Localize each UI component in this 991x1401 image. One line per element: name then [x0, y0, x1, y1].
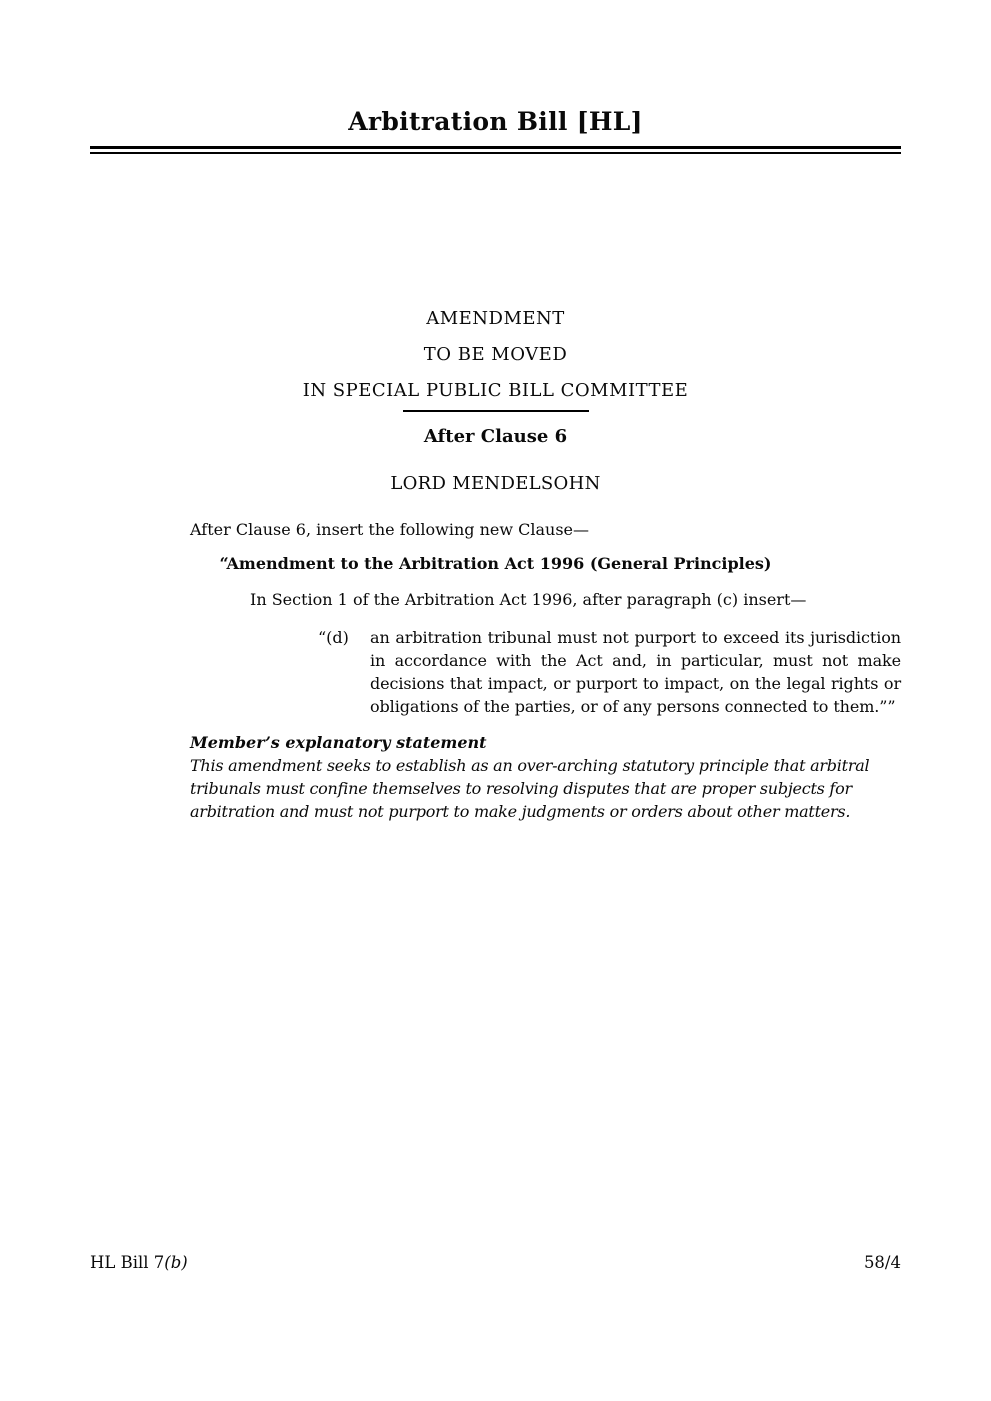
section-separator-rule [403, 410, 589, 412]
footer-bill-number-text: HL Bill 7 [90, 1253, 165, 1272]
heading-to-be-moved: TO BE MOVED [423, 343, 568, 365]
footer-bill-number-suffix: (b) [164, 1253, 188, 1272]
explanatory-statement-text: This amendment seeks to establish as an over-arching statutory principle that arbitral tribunals must confine themselves to resolving disputes that are proper subjects for arbitration and must not purport to make judgments or orders about other matters. [190, 755, 870, 821]
paragraph-d-text: an arbitration tribunal must not purport to exceed its jurisdiction in accordance with the Act and, in particular, must not make decisions that impact, or purport to impact, on the legal rights or obligations of the parties, or of any persons connected to them.”” [370, 627, 901, 716]
title-double-rule [90, 146, 901, 154]
footer-bill-number [90, 1252, 188, 1273]
page-content [90, 0, 901, 823]
explanatory-statement-heading: Member’s explanatory statement [190, 732, 487, 752]
amendment-mover-name: LORD MENDELSOHN [390, 472, 601, 494]
amendment-heading-block [90, 308, 901, 401]
new-clause-title: “Amendment to the Arbitration Act 1996 (General Principles) [219, 553, 772, 573]
amendment-lead-in: In Section 1 of the Arbitration Act 1996, after paragraph (c) insert— [250, 589, 807, 609]
amendment-paragraph-d [318, 626, 901, 718]
footer-session-number: 58/4 [863, 1253, 901, 1272]
amendment-instruction: After Clause 6, insert the following new Clause— [190, 519, 590, 539]
paragraph-d-label: “(d) [318, 627, 349, 647]
heading-amendment: AMENDMENT [426, 307, 565, 329]
page-title: Arbitration Bill [HL] [348, 107, 643, 136]
page-footer [90, 1252, 901, 1273]
heading-committee: IN SPECIAL PUBLIC BILL COMMITTEE [302, 379, 689, 401]
amendment-place-heading: After Clause 6 [423, 425, 568, 447]
